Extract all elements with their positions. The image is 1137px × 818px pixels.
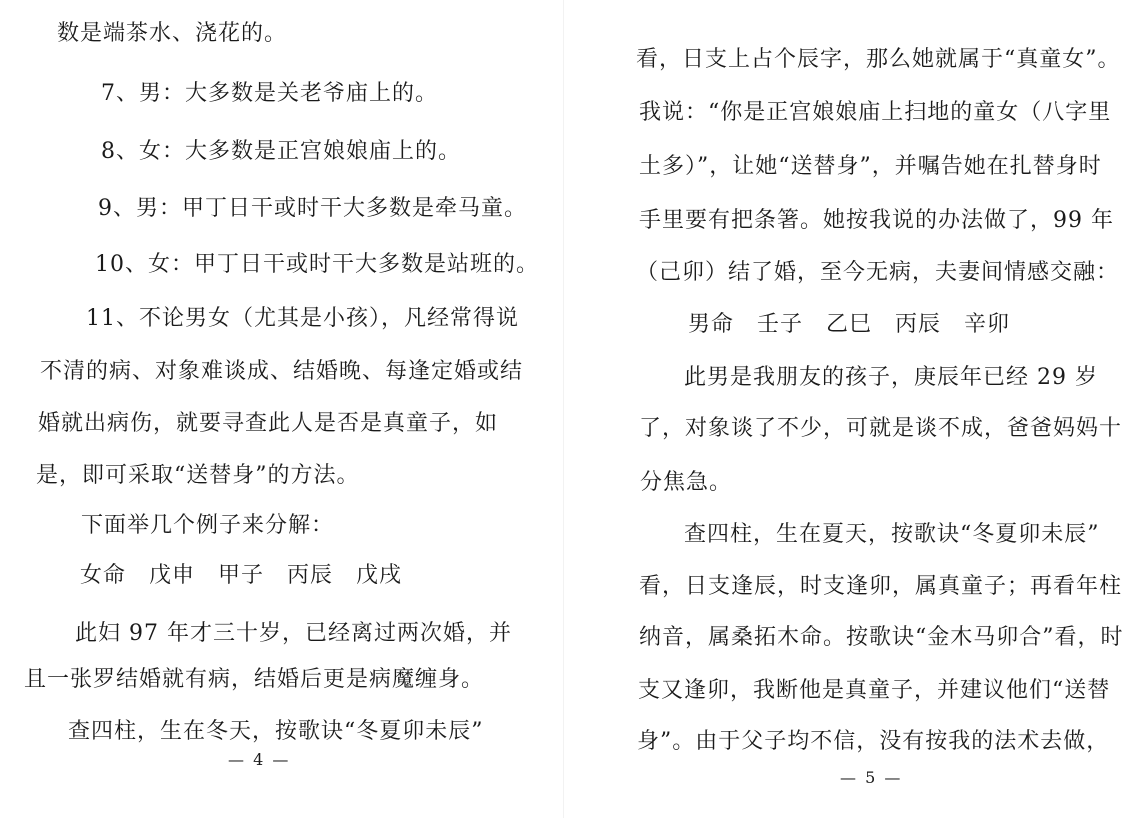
text-line: 10、女：甲丁日干或时干大多数是站班的。 <box>95 252 539 277</box>
text-line: 查四柱，生在冬天，按歌诀“冬夏卯未辰” <box>68 719 484 744</box>
text-line: 土多）”，让她“送替身”，并嘱告她在扎替身时 <box>639 154 1102 179</box>
text-line: 此男是我朋友的孩子，庚辰年已经 29 岁 <box>684 365 1098 390</box>
text-line: 看，日支逢辰，时支逢卯，属真童子；再看年柱 <box>639 574 1123 599</box>
text-line: 且一张罗结婚就有病，结婚后更是病魔缠身。 <box>24 667 485 692</box>
text-line: 手里要有把条箸。她按我说的办法做了，99 年 <box>639 208 1114 233</box>
left-page <box>0 0 560 818</box>
text-line: 女命 戊申 甲子 丙辰 戊戌 <box>80 563 403 588</box>
page-number: — 4 — <box>228 750 291 769</box>
text-line: 支又逢卯，我断他是真童子，并建议他们“送替 <box>638 678 1111 703</box>
text-line: 9、男：甲丁日干或时干大多数是牵马童。 <box>98 196 527 221</box>
text-line: 是，即可采取“送替身”的方法。 <box>36 463 360 488</box>
text-line: 男命 壬子 乙巳 丙辰 辛卯 <box>688 312 1011 337</box>
text-line: 看，日支上占个辰字，那么她就属于“真童女”。 <box>636 47 1121 72</box>
text-line: 分焦急。 <box>640 470 733 495</box>
text-line: 查四柱，生在夏天，按歌诀“冬夏卯未辰” <box>684 522 1100 547</box>
text-line: 下面举几个例子来分解： <box>81 513 335 538</box>
text-line: 不清的病、对象难谈成、结婚晚、每逢定婚或结 <box>40 359 524 384</box>
right-page <box>568 0 1137 818</box>
text-line: 8、女：大多数是正宫娘娘庙上的。 <box>101 139 461 164</box>
text-line: 数是端茶水、浇花的。 <box>57 21 288 46</box>
text-line: 婚就出病伤，就要寻查此人是否是真童子，如 <box>38 411 499 436</box>
text-line: （己卯）结了婚，至今无病，夫妻间情感交融： <box>636 260 1120 285</box>
text-line: 11、不论男女（尤其是小孩），凡经常得说 <box>86 306 519 331</box>
text-line: 此妇 97 年才三十岁，已经离过两次婚，并 <box>75 621 512 646</box>
page-gutter <box>563 0 564 818</box>
text-line: 纳音，属桑拓木命。按歌诀“金木马卯合”看，时 <box>639 625 1124 650</box>
text-line: 了，对象谈了不少，可就是谈不成，爸爸妈妈十 <box>639 416 1123 441</box>
text-line: 7、男：大多数是关老爷庙上的。 <box>101 81 438 106</box>
page-number: — 5 — <box>840 768 903 787</box>
text-line: 我说：“你是正宫娘娘庙上扫地的童女（八字里 <box>639 100 1112 125</box>
text-line: 身”。由于父子均不信，没有按我的法术去做， <box>637 729 1110 754</box>
